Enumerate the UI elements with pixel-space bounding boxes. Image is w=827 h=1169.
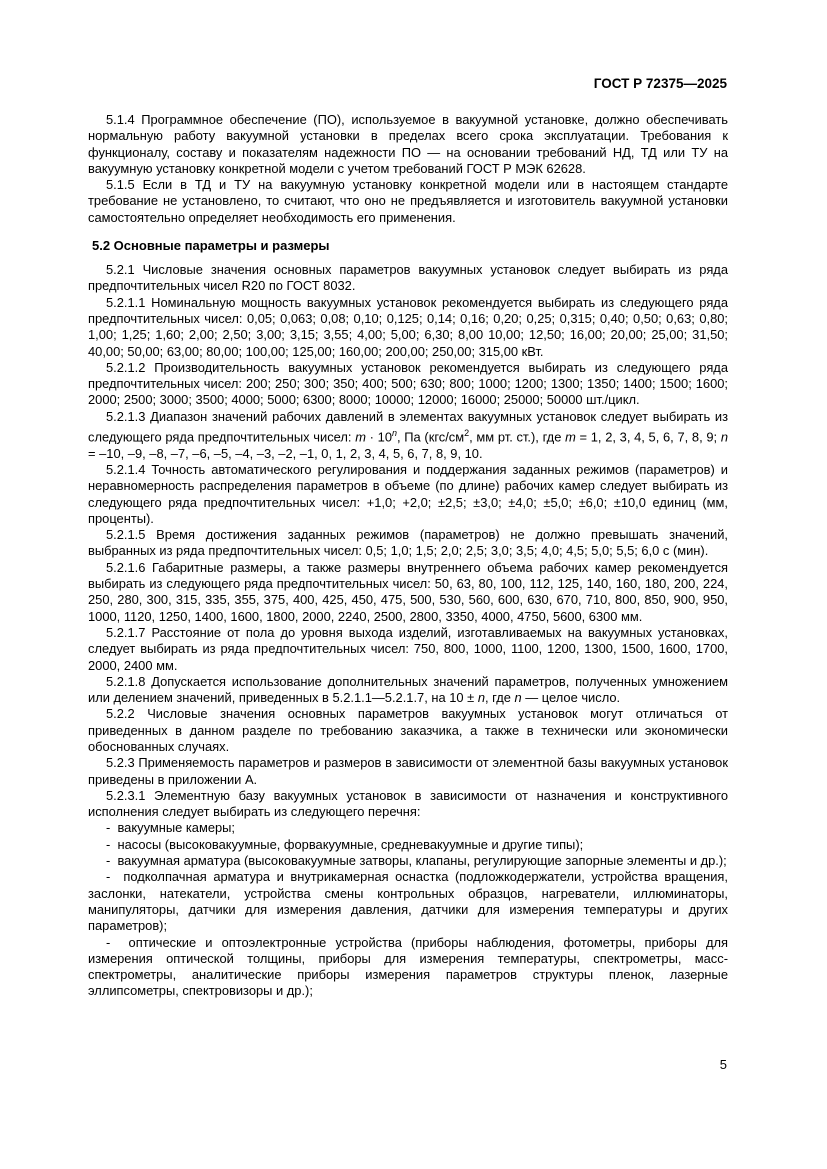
paragraph-5-2-2: 5.2.2 Числовые значения основных параметров вакуумных установок могут отличаться от приведенных в данном разделе по требованию заказчика, а также в технически или экономически обоснованных случаях. <box>88 706 728 754</box>
paragraph-5-2-3: 5.2.3 Применяемость параметров и размеров в зависимости от элементной базы вакуумных установок приведены в приложении А. <box>88 755 728 787</box>
paragraph-5-2-1-5: 5.2.1.5 Время достижения заданных режимов (параметров) не должно превышать значений, выбранных из ряда предпочтительных чисел: 0,5; 1,0; 1,5; 2,0; 2,5; 3,0; 3,5; 4,0; 4,5; 5,0; 5,5; 6,0 с (мин). <box>88 527 728 559</box>
paragraph-5-2-1: 5.2.1 Числовые значения основных параметров вакуумных установок следует выбирать из ряда предпочтительных чисел R20 по ГОСТ 8032. <box>88 262 728 294</box>
list-item: - насосы (высоковакуумные, форвакуумные, средневакуумные и другие типы); <box>88 837 728 853</box>
paragraph-5-2-3-1: 5.2.3.1 Элементную базу вакуумных установок в зависимости от назначения и конструктивного исполнения следует выбирать из следующего перечня: <box>88 787 728 820</box>
paragraph-5-2-1-2: 5.2.1.2 Производительность вакуумных установок рекомендуется выбирать из следующего ряда предпочтительных чисел: 200; 250; 300; 350; 400; 500; 630; 800; 1000; 1200; 1300; 1350; 1400; 1500; 1600; 2000; 2500; 3000; 3500; 4000; 5000; 6300; 8000; 10000; 12000; 16000; 25000; 50000 шт./цикл. <box>88 359 728 408</box>
paragraph-5-2-1-1: 5.2.1.1 Номинальную мощность вакуумных установок рекомендуется выбирать из следующего ряда предпочтительных чисел: 0,05; 0,063; 0,08; 0,10; 0,125; 0,14; 0,16; 0,20; 0,25; 0,315; 0,40; 0,50; 0,63; 0,80; 1,00; 1,25; 1,60; 2,00; 2,50; 3,00; 3,15; 3,55; 4,00; 5,00; 6,30; 8,00 10,00; 12,50; 16,00; 20,00; 25,00; 31,50; 40,00; 50,00; 63,00; 80,00; 100,00; 125,00; 160,00; 200,00; 250,00; 315,00 кВт. <box>88 294 728 359</box>
paragraph-5-1-4: 5.1.4 Программное обеспечение (ПО), используемое в вакуумной установке, должно обеспечивать нормальную работу вакуумной установки в пределах всего срока эксплуатации. Требования к функционалу, составу и показателям надежности ПО — на основании требований НД, ТД или ТУ на вакуумную установку конкретной модели с учетом требований ГОСТ Р МЭК 62628. <box>88 112 728 176</box>
element-base-list <box>88 820 728 999</box>
paragraph-5-2-1-8: 5.2.1.8 Допускается использование дополнительных значений параметров, полученных умножением или делением значений, приведенных в 5.2.1.1—5.2.1.7, на 10 ± n, где n — целое число. <box>88 673 728 706</box>
paragraph-5-1-5: 5.1.5 Если в ТД и ТУ на вакуумную установку конкретной модели или в настоящем стандарте требование не установлено, то считают, что оно не предъявляется и изготовитель вакуумной установки самостоятельно определяет необходимость его применения. <box>88 177 728 225</box>
document-number-header: ГОСТ Р 72375—2025 <box>593 76 727 91</box>
page-number: 5 <box>719 1057 727 1072</box>
document-body <box>88 112 728 1000</box>
paragraph-5-2-1-4: 5.2.1.4 Точность автоматического регулирования и поддержания заданных режимов (параметров) и неравномерность распределения параметров в объеме (по длине) рабочих камер следует выбирать из следующего ряда предпочтительных чисел: +1,0; +2,0; ±2,5; ±3,0; ±4,0; ±5,0; ±6,0; ±10,0 единиц (мм, проценты). <box>88 461 728 526</box>
paragraph-5-2-1-3: 5.2.1.3 Диапазон значений рабочих давлений в элементах вакуумных установок следует выбирать из следующего ряда предпочтительных чисел: $m \cdot 10^n$, Па ($кгс/см^2$, мм рт. ст.), где m = 1, 2, 3, 4, 5, 6, 7, 8, 9; n = –10, –9, –8, –7, –6, –5, –4, –3, –2, –1, 0, 1, 2, 3, 4, 5, 6, 7, 8, 9, 10. <box>88 408 728 461</box>
list-item: - вакуумные камеры; <box>88 820 728 836</box>
list-item: - вакуумная арматура (высоковакуумные затворы, клапаны, регулирующие запорные элементы и др.); <box>88 853 728 869</box>
list-item: - оптические и оптоэлектронные устройства (приборы наблюдения, фотометры, приборы для измерения оптической толщины, приборы для измерения температуры, спектрометры, масс-спектрометры, аналитические приборы измерения параметров структуры пленок, лазерные эллипсометры, спектровизоры и др.); <box>88 935 728 1000</box>
paragraph-5-2-1-6: 5.2.1.6 Габаритные размеры, а также размеры внутреннего объема рабочих камер рекомендуется выбирать из следующего ряда предпочтительных чисел: 50, 63, 80, 100, 112, 125, 140, 160, 180, 200, 224, 250, 280, 300, 315, 335, 355, 375, 400, 425, 450, 475, 500, 530, 560, 600, 630, 670, 710, 800, 850, 900, 950, 1000, 1120, 1250, 1400, 1600, 1800, 2000, 2240, 2500, 2800, 3350, 4000, 4750, 5600, 6300 мм. <box>88 559 728 624</box>
list-item: - подколпачная арматура и внутрикамерная оснастка (подложкодержатели, устройства вращения, заслонки, натекатели, устройства смены контрольных образцов, нагреватели, иллюминаторы, манипуляторы, датчики для измерения давления, датчики для измерения температуры и других параметров); <box>88 869 728 934</box>
section-heading-5-2: 5.2 Основные параметры и размеры <box>92 238 330 254</box>
paragraph-5-2-1-7: 5.2.1.7 Расстояние от пола до уровня выхода изделий, изготавливаемых на вакуумных установках, следует выбирать из ряда предпочтительных чисел: 750, 800, 1000, 1100, 1200, 1300, 1500, 1600, 1700, 2000, 2400 мм. <box>88 624 728 673</box>
